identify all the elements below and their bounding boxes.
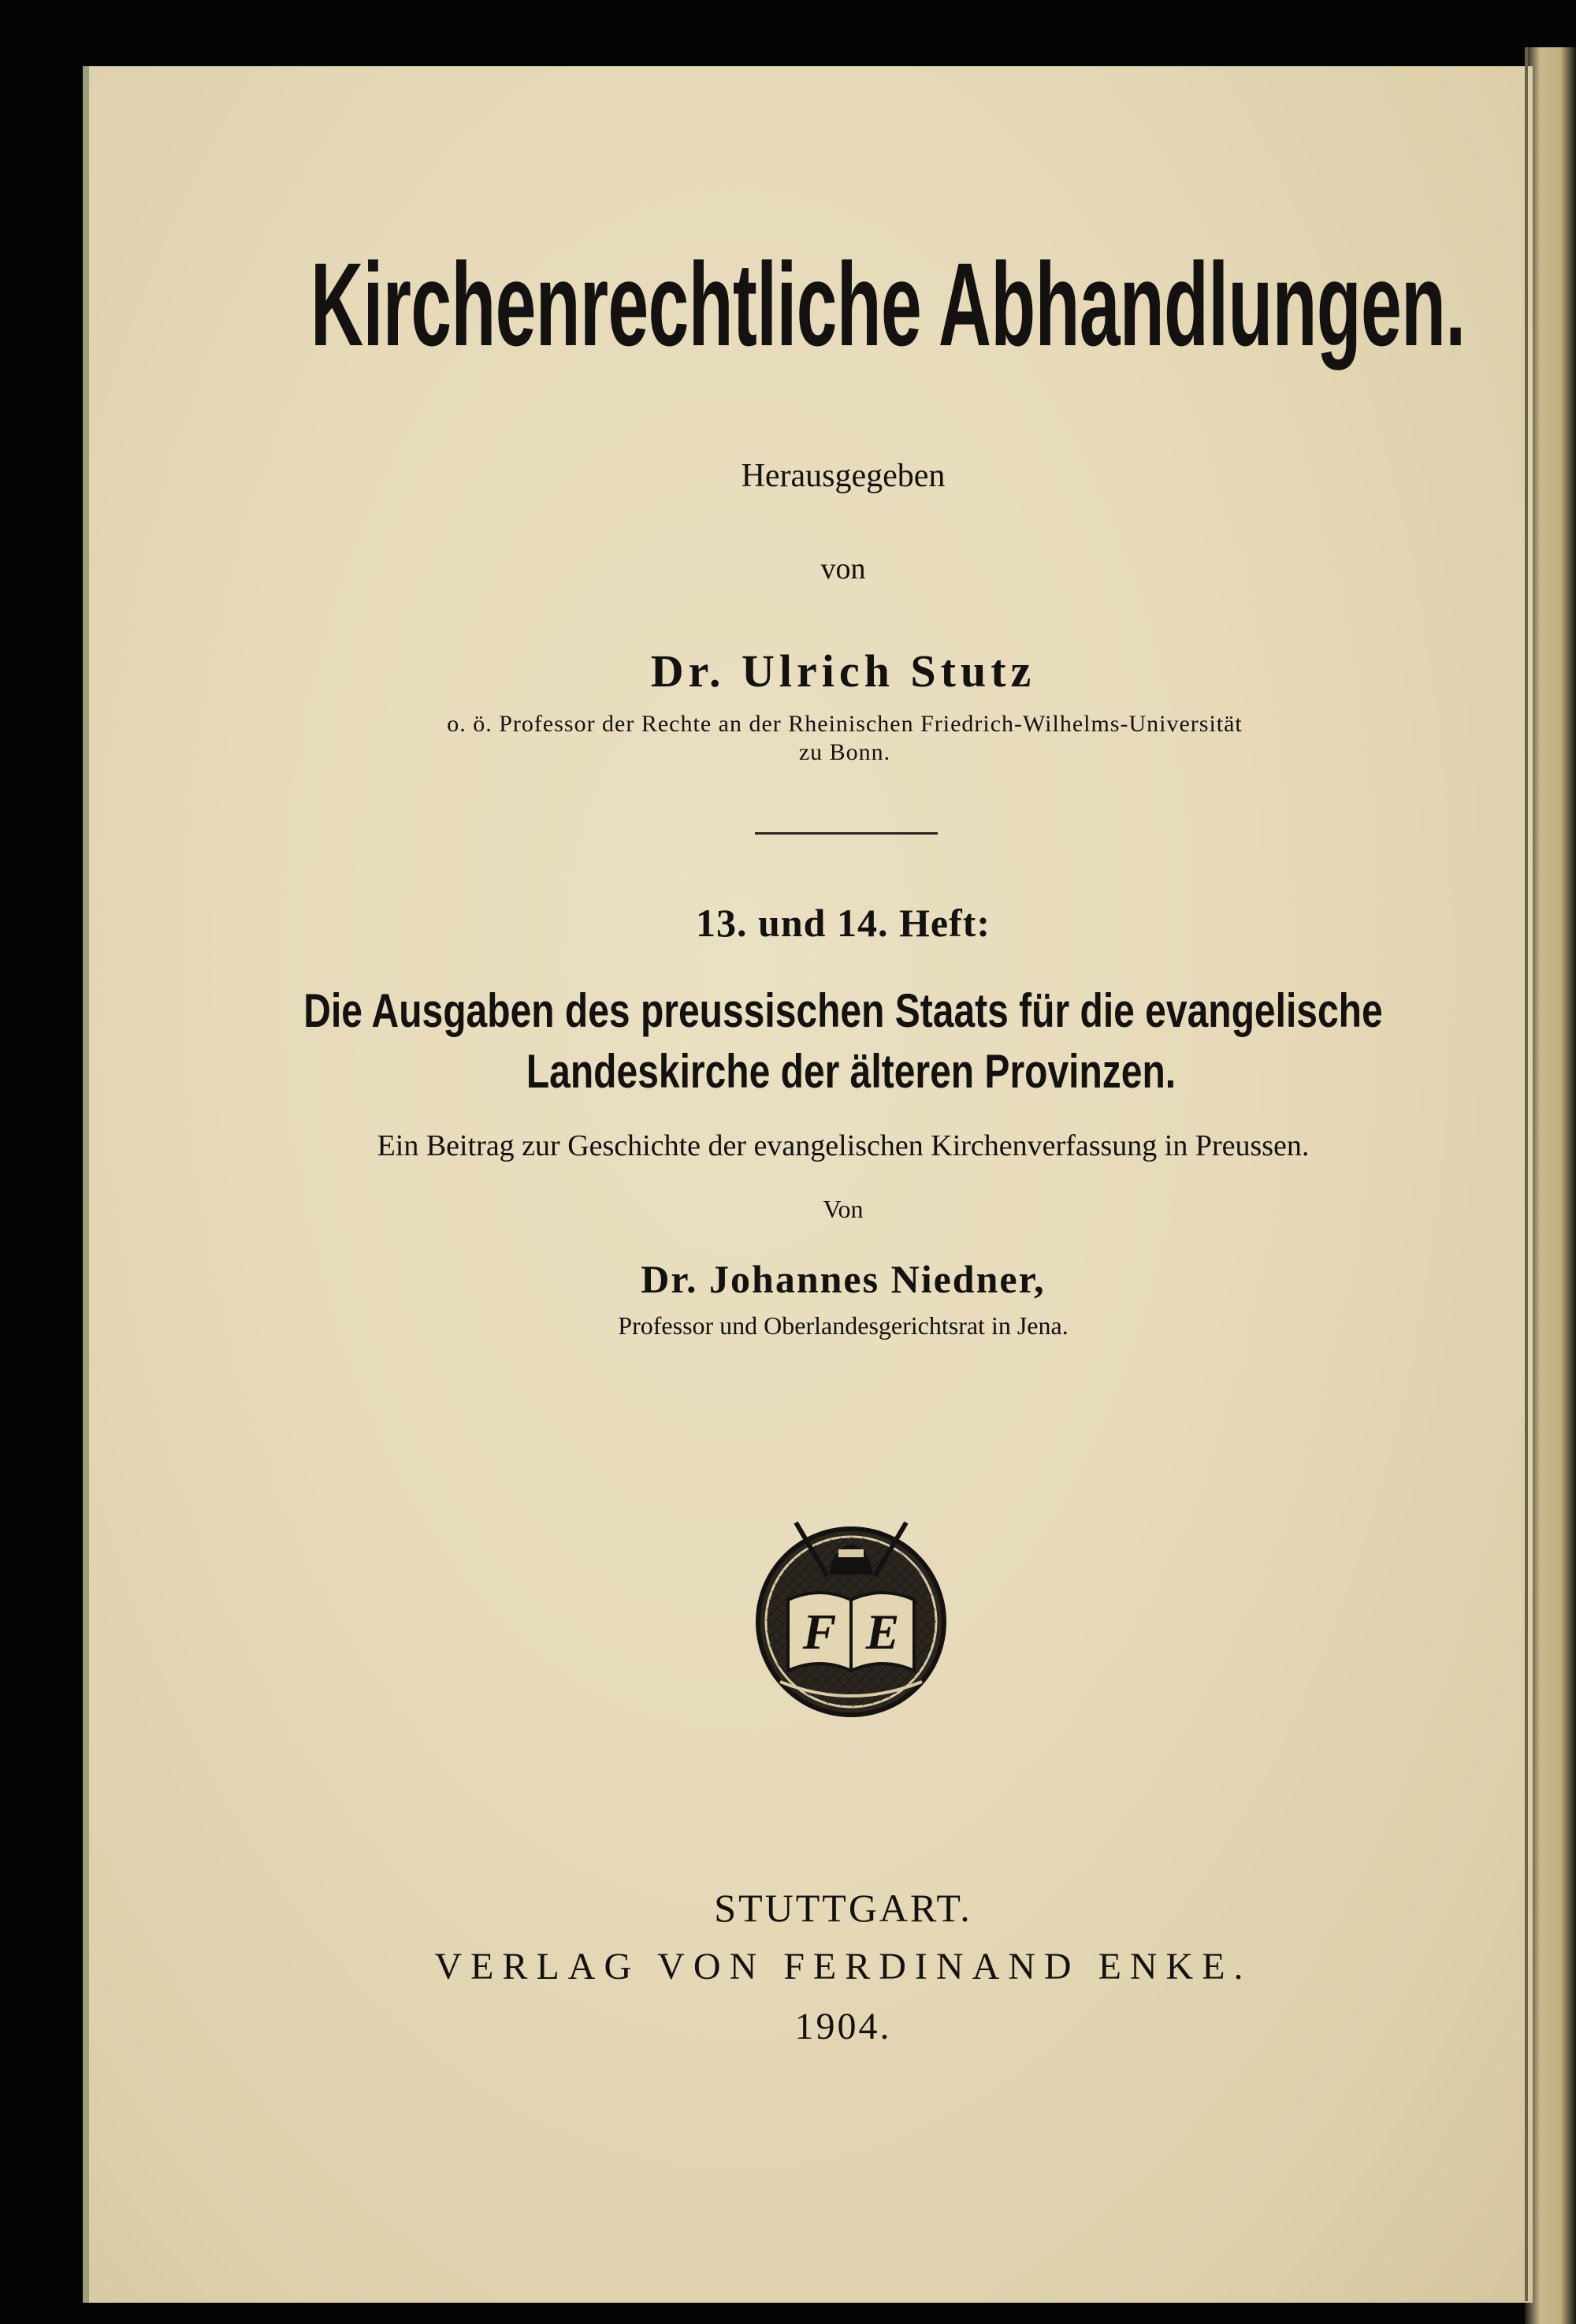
imprint-year: 1904. — [794, 2006, 892, 2047]
editor-name: Dr. Ulrich Stutz — [650, 645, 1036, 697]
series-title: Kirchenrechtliche Abhandlungen. — [310, 238, 1466, 370]
imprint-place: STUTTGART. — [714, 1886, 972, 1930]
author-position: Professor und Oberlandesgerichtsrat in Jena. — [618, 1311, 1069, 1340]
editor-by-label: von — [820, 552, 866, 586]
edited-label: Herausgegeben — [741, 458, 946, 494]
imprint-publisher: VERLAG VON FERDINAND ENKE. — [434, 1946, 1252, 1987]
work-title-line-1: Die Ausgaben des preussischen Staats für die evangelische — [303, 984, 1383, 1037]
editor-position: o. ö. Professor der Rechte an der Rheinischen Friedrich-Wilhelms-Universität — [447, 711, 1243, 737]
author-by-label: Von — [823, 1195, 864, 1223]
publisher-emblem-icon — [749, 1513, 953, 1718]
emblem-monogram-f: F — [802, 1604, 837, 1660]
author-name: Dr. Johannes Niedner, — [641, 1257, 1046, 1301]
editor-place: zu Bonn. — [798, 739, 891, 765]
emblem-monogram-e: E — [865, 1604, 900, 1660]
work-subtitle: Ein Beitrag zur Geschichte der evangelischen Kirchenverfassung in Preussen. — [377, 1129, 1310, 1162]
divider-rule — [755, 832, 938, 835]
work-title-line-2: Landeskirche der älteren Provinzen. — [526, 1045, 1176, 1098]
issue-label: 13. und 14. Heft: — [696, 901, 991, 945]
